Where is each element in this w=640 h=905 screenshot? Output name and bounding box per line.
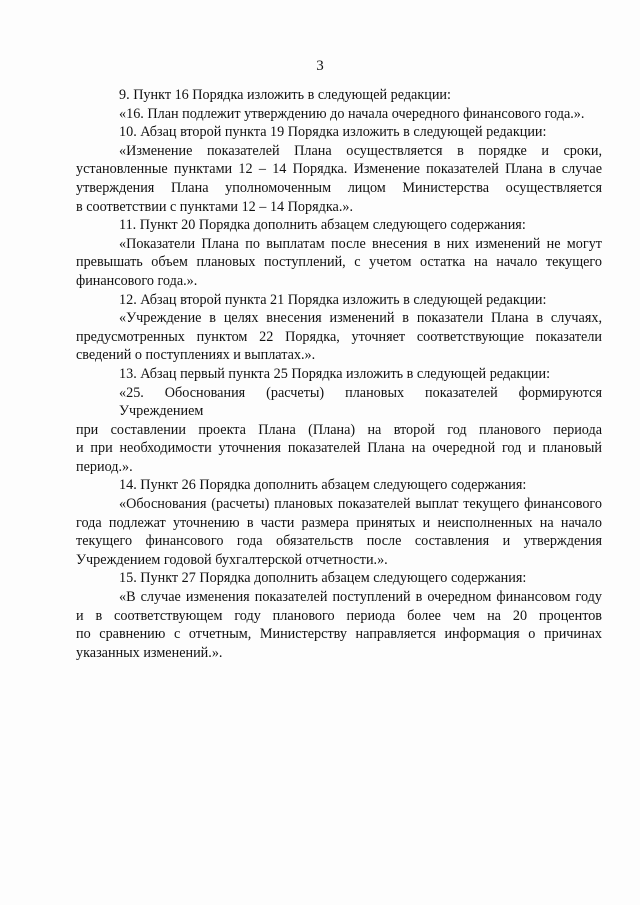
paragraph-line: установленные пунктами 12 – 14 Порядка. Изменение показателей Плана в случае: [76, 161, 602, 178]
paragraph-line: «16. План подлежит утверждению до начала очередного финансового года.».: [119, 105, 585, 122]
paragraph-line: 10. Абзац второй пункта 19 Порядка изложить в следующей редакции:: [119, 124, 547, 141]
paragraph-line: «В случае изменения показателей поступлений в очередном финансовом году: [119, 589, 602, 606]
paragraph-line: «Учреждение в целях внесения изменений в показатели Плана в случаях,: [119, 310, 602, 327]
paragraph-line: текущего финансового года обязательств после составления и утверждения: [76, 533, 602, 550]
paragraph-line: года подлежат уточнению в части размера принятых и неисполненных на начало: [76, 514, 602, 531]
paragraph-line: сведений о поступлениях и выплатах.».: [76, 347, 316, 364]
paragraph-line: и при необходимости уточнения показателей Плана на очередной год и плановый: [76, 440, 602, 457]
paragraph-line: 12. Абзац второй пункта 21 Порядка изложить в следующей редакции:: [119, 291, 547, 308]
paragraph-line: превышать объем плановых поступлений, с учетом остатка на начало текущего: [76, 254, 602, 271]
paragraph-line: и в соответствующем году планового периода более чем на 20 процентов: [76, 607, 602, 624]
paragraph-line: 14. Пункт 26 Порядка дополнить абзацем следующего содержания:: [119, 477, 527, 494]
paragraph-line: «25. Обоснования (расчеты) плановых показателей формируются Учреждением: [119, 384, 602, 420]
paragraph-line: финансового года.».: [76, 272, 198, 289]
paragraph-line: 9. Пункт 16 Порядка изложить в следующей редакции:: [119, 87, 451, 103]
paragraph-line: предусмотренных пунктом 22 Порядка, уточняет соответствующие показатели: [76, 328, 602, 345]
paragraph-line: «Показатели Плана по выплатам после внесения в них изменений не могут: [119, 235, 602, 252]
paragraph-line: 13. Абзац первый пункта 25 Порядка изложить в следующей редакции:: [119, 365, 551, 382]
paragraph-line: в соответствии с пунктами 12 – 14 Порядка.».: [76, 198, 354, 215]
paragraph-line: 15. Пункт 27 Порядка дополнить абзацем следующего содержания:: [119, 570, 527, 587]
paragraph-line: период.».: [76, 458, 133, 475]
document-body: [76, 86, 602, 662]
paragraph-line: 11. Пункт 20 Порядка дополнить абзацем следующего содержания:: [119, 217, 526, 234]
paragraph-line: Учреждением годовой бухгалтерской отчетности.».: [76, 551, 388, 568]
paragraph-line: при составлении проекта Плана (Плана) на второй год планового периода: [76, 421, 602, 438]
page-number: 3: [316, 58, 324, 74]
paragraph-line: указанных изменений.».: [76, 644, 223, 661]
paragraph-line: «Обоснования (расчеты) плановых показателей выплат текущего финансового: [119, 496, 602, 513]
paragraph-line: утверждения Плана уполномоченным лицом Министерства осуществляется: [76, 179, 602, 196]
paragraph-line: по сравнению с отчетным, Министерству направляется информация о причинах: [76, 626, 602, 643]
paragraph-line: «Изменение показателей Плана осуществляется в порядке и сроки,: [119, 142, 602, 159]
